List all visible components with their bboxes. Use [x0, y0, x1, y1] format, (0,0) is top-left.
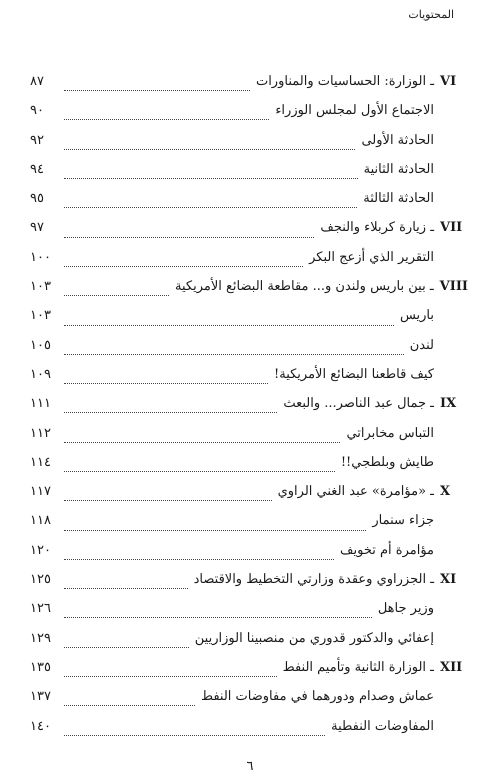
entry-title: ـ جمال عبد الناصر... والبعث — [283, 396, 434, 412]
toc-chapter-entry — [30, 220, 468, 249]
entry-page-number: ١١٨ — [30, 513, 51, 529]
dot-leader — [64, 647, 189, 648]
entry-title: ـ زيارة كربلاء والنجف — [320, 220, 434, 236]
dot-leader — [64, 676, 277, 677]
chapter-number: IX — [440, 396, 457, 412]
dot-leader — [64, 705, 195, 706]
entry-page-number: ٨٧ — [30, 74, 44, 89]
dot-leader — [64, 383, 268, 384]
toc-chapter-entry — [30, 572, 468, 601]
toc-subentry — [30, 543, 468, 572]
toc-subentry — [30, 455, 468, 484]
toc-chapter-entry — [30, 660, 468, 689]
dot-leader — [64, 471, 335, 472]
toc-subentry — [30, 601, 468, 630]
entry-title: عماش وصدام ودورهما في مفاوضات النفط — [201, 689, 434, 705]
dot-leader — [64, 266, 303, 267]
entry-page-number: ١٠٣ — [30, 308, 51, 324]
toc-subentry — [30, 513, 468, 542]
chapter-number: VI — [440, 74, 457, 89]
entry-title: لندن — [409, 337, 434, 353]
toc-subentry — [30, 426, 468, 455]
dot-leader — [64, 588, 188, 589]
dot-leader — [64, 735, 325, 736]
toc-subentry — [30, 133, 468, 162]
entry-page-number: ٩٢ — [30, 132, 44, 148]
entry-title: جزاء سنمار — [372, 513, 434, 529]
entry-title: ـ بين باريس ولندن و... مقاطعة البضائع الأمريكية — [175, 279, 434, 295]
entry-page-number: ١٢٠ — [30, 542, 51, 558]
dot-leader — [64, 559, 334, 560]
dot-leader — [64, 617, 372, 618]
entry-title: ـ الوزارة الثانية وتأميم النفط — [282, 659, 434, 675]
toc-subentry — [30, 103, 468, 132]
entry-title: التباس مخابراتي — [346, 425, 434, 441]
entry-page-number: ١٢٦ — [30, 601, 51, 617]
entry-page-number: ١٠٣ — [30, 279, 51, 295]
entry-page-number: ٩٥ — [30, 191, 44, 207]
entry-page-number: ١٠٩ — [30, 366, 51, 382]
entry-title: وزير جاهل — [377, 601, 434, 617]
dot-leader — [64, 530, 366, 531]
entry-page-number: ١٤٠ — [30, 718, 51, 734]
dot-leader — [64, 119, 269, 120]
entry-page-number: ١٣٧ — [30, 689, 51, 705]
entry-page-number: ١١٧ — [30, 484, 51, 500]
entry-title: كيف قاطعنا البضائع الأمريكية! — [274, 366, 434, 382]
entry-page-number: ٩٤ — [30, 161, 44, 177]
running-header: المحتويات — [408, 8, 454, 21]
toc-subentry — [30, 162, 468, 191]
dot-leader — [64, 207, 357, 208]
entry-title: باريس — [399, 308, 434, 324]
entry-page-number: ١٢٩ — [30, 630, 51, 646]
entry-page-number: ١١٢ — [30, 425, 51, 441]
chapter-number: VIII — [439, 279, 468, 295]
entry-page-number: ٩٧ — [30, 220, 44, 236]
toc-subentry — [30, 631, 468, 660]
toc-subentry — [30, 191, 468, 220]
entry-title: إعفائي والدكتور قدوري من منصبينا الوزاريين — [194, 630, 434, 646]
dot-leader — [64, 354, 404, 355]
toc-chapter-entry — [30, 74, 468, 103]
entry-page-number: ١٠٠ — [30, 249, 51, 265]
entry-title: التقرير الذي أزعج البكر — [309, 249, 434, 265]
entry-title: المفاوضات النفطية — [331, 718, 434, 734]
chapter-number: XI — [440, 572, 457, 588]
entry-title: الحادثة الثانية — [363, 161, 434, 177]
toc-chapter-entry — [30, 279, 468, 308]
toc-subentry — [30, 250, 468, 279]
table-of-contents — [30, 74, 468, 748]
entry-page-number: ١١١ — [30, 396, 51, 412]
entry-title: ـ الجزراوي وعقدة وزارتي التخطيط والاقتصاد — [193, 572, 434, 588]
entry-page-number: ٩٠ — [30, 103, 44, 119]
dot-leader — [64, 90, 250, 91]
toc-chapter-entry — [30, 484, 468, 513]
dot-leader — [64, 325, 394, 326]
toc-subentry — [30, 719, 468, 748]
entry-title: مؤامرة أم تخويف — [340, 542, 434, 558]
page-number: ٦ — [246, 759, 254, 774]
toc-subentry — [30, 308, 468, 337]
entry-title: الحادثة الثالثة — [363, 191, 434, 207]
dot-leader — [64, 149, 355, 150]
dot-leader — [64, 237, 314, 238]
entry-title: الحادثة الأولى — [361, 132, 434, 148]
toc-chapter-entry — [30, 396, 468, 425]
chapter-number: X — [440, 484, 451, 500]
entry-page-number: ١٢٥ — [30, 572, 51, 588]
dot-leader — [64, 412, 277, 413]
entry-title: ـ «مؤامرة» عبد الغني الراوي — [277, 484, 434, 500]
chapter-number: XII — [440, 659, 463, 675]
entry-page-number: ١٠٥ — [30, 337, 51, 353]
toc-subentry — [30, 367, 468, 396]
entry-page-number: ١١٤ — [30, 454, 51, 470]
toc-subentry — [30, 689, 468, 718]
chapter-number: VII — [440, 220, 463, 236]
entry-title: طايش وبلطجي!! — [340, 454, 434, 470]
dot-leader — [64, 178, 358, 179]
toc-subentry — [30, 338, 468, 367]
dot-leader — [64, 442, 340, 443]
entry-title: ـ الوزارة: الحساسيات والمناورات — [255, 74, 434, 89]
entry-page-number: ١٣٥ — [30, 659, 51, 675]
dot-leader — [64, 500, 272, 501]
entry-title: الاجتماع الأول لمجلس الوزراء — [275, 103, 434, 119]
dot-leader — [64, 295, 169, 296]
